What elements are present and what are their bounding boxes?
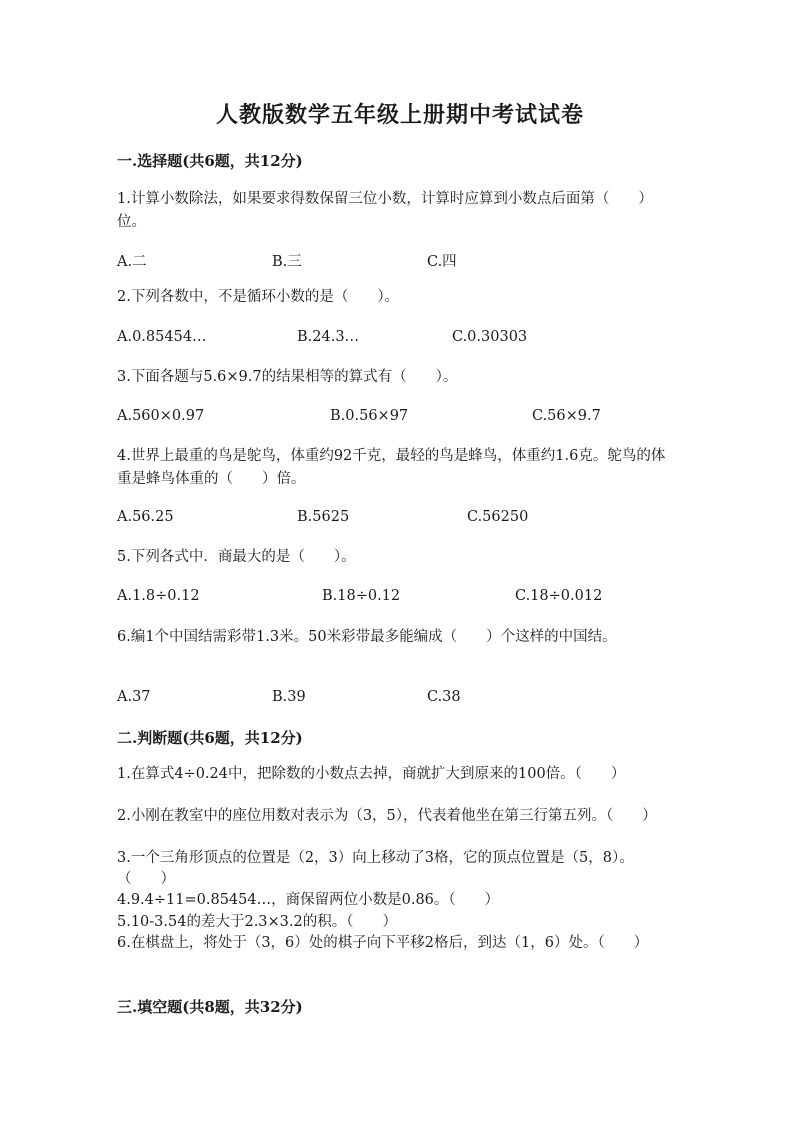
choice-options-2: [117, 329, 677, 349]
option-a: A.56.25: [117, 509, 174, 525]
section-heading-judge: 二.判断题(共6题，共12分): [117, 729, 303, 747]
option-a: A.0.85454…: [117, 329, 207, 345]
option-c: C.56250: [467, 509, 529, 525]
option-c: C.四: [427, 254, 457, 270]
page-title: 人教版数学五年级上册期中考试试卷: [215, 102, 584, 128]
option-b: B.5625: [297, 509, 350, 525]
judge-item-2: 2.小刚在教室中的座位用数对表示为（3，5），代表着他坐在第三行第五列。（ ）: [117, 808, 657, 824]
section-heading-choice: 一.选择题(共6题，共12分): [117, 152, 303, 170]
choice-options-3: [117, 408, 677, 428]
judge-item-1: 1.在算式4÷0.24中，把除数的小数点去掉，商就扩大到原来的100倍。（ ）: [117, 766, 626, 782]
choice-question-5: 5.下列各式中．商最大的是（ ）。: [117, 549, 356, 565]
option-b: B.39: [272, 689, 306, 705]
choice-options-6: [117, 689, 677, 709]
option-b: B.24.3…: [297, 329, 360, 345]
choice-question-6: 6.编1个中国结需彩带1.3米。50米彩带最多能编成（ ）个这样的中国结。: [117, 629, 617, 645]
choice-options-5: [117, 588, 677, 608]
choice-question-4: 4.世界上最重的鸟是鸵鸟，体重约92千克，最轻的鸟是蜂鸟，体重约1.6克。鸵鸟的体重是蜂鸟体重的（ ）倍。: [117, 448, 666, 487]
choice-options-4: [117, 509, 677, 529]
option-a: A.二: [117, 254, 147, 270]
option-a: A.37: [117, 689, 151, 705]
option-c: C.38: [427, 689, 461, 705]
judge-item-5: 5.10-3.54的差大于2.3×3.2的积。（ ）: [117, 914, 397, 930]
choice-options-1: [117, 250, 677, 270]
judge-item-4: 4.9.4÷11=0.85454…，商保留两位小数是0.86。（ ）: [117, 892, 500, 908]
judge-item-3: 3.一个三角形顶点的位置是（2，3）向上移动了3格，它的顶点位置是（5，8）。（ ）: [117, 850, 634, 887]
section-heading-fill: 三.填空题(共8题，共32分): [117, 998, 303, 1016]
option-b: B.18÷0.12: [322, 588, 401, 604]
option-c: C.0.30303: [452, 329, 528, 345]
option-a: A.560×0.97: [117, 408, 205, 424]
choice-question-2: 2.下列各数中，不是循环小数的是（ ）。: [117, 289, 400, 305]
choice-question-3: 3.下面各题与5.6×9.7的结果相等的算式有（ ）。: [117, 369, 458, 385]
option-c: C.56×9.7: [532, 408, 601, 424]
option-b: B.0.56×97: [330, 408, 409, 424]
option-c: C.18÷0.012: [515, 588, 603, 604]
choice-question-1: 1.计算小数除法，如果要求得数保留三位小数，计算时应算到小数点后面第（ ）位。: [117, 191, 653, 230]
option-a: A.1.8÷0.12: [117, 588, 200, 604]
judge-item-6: 6.在棋盘上，将处于（3，6）处的棋子向下平移2格后，到达（1，6）处。（ ）: [117, 935, 649, 951]
option-b: B.三: [272, 254, 302, 270]
